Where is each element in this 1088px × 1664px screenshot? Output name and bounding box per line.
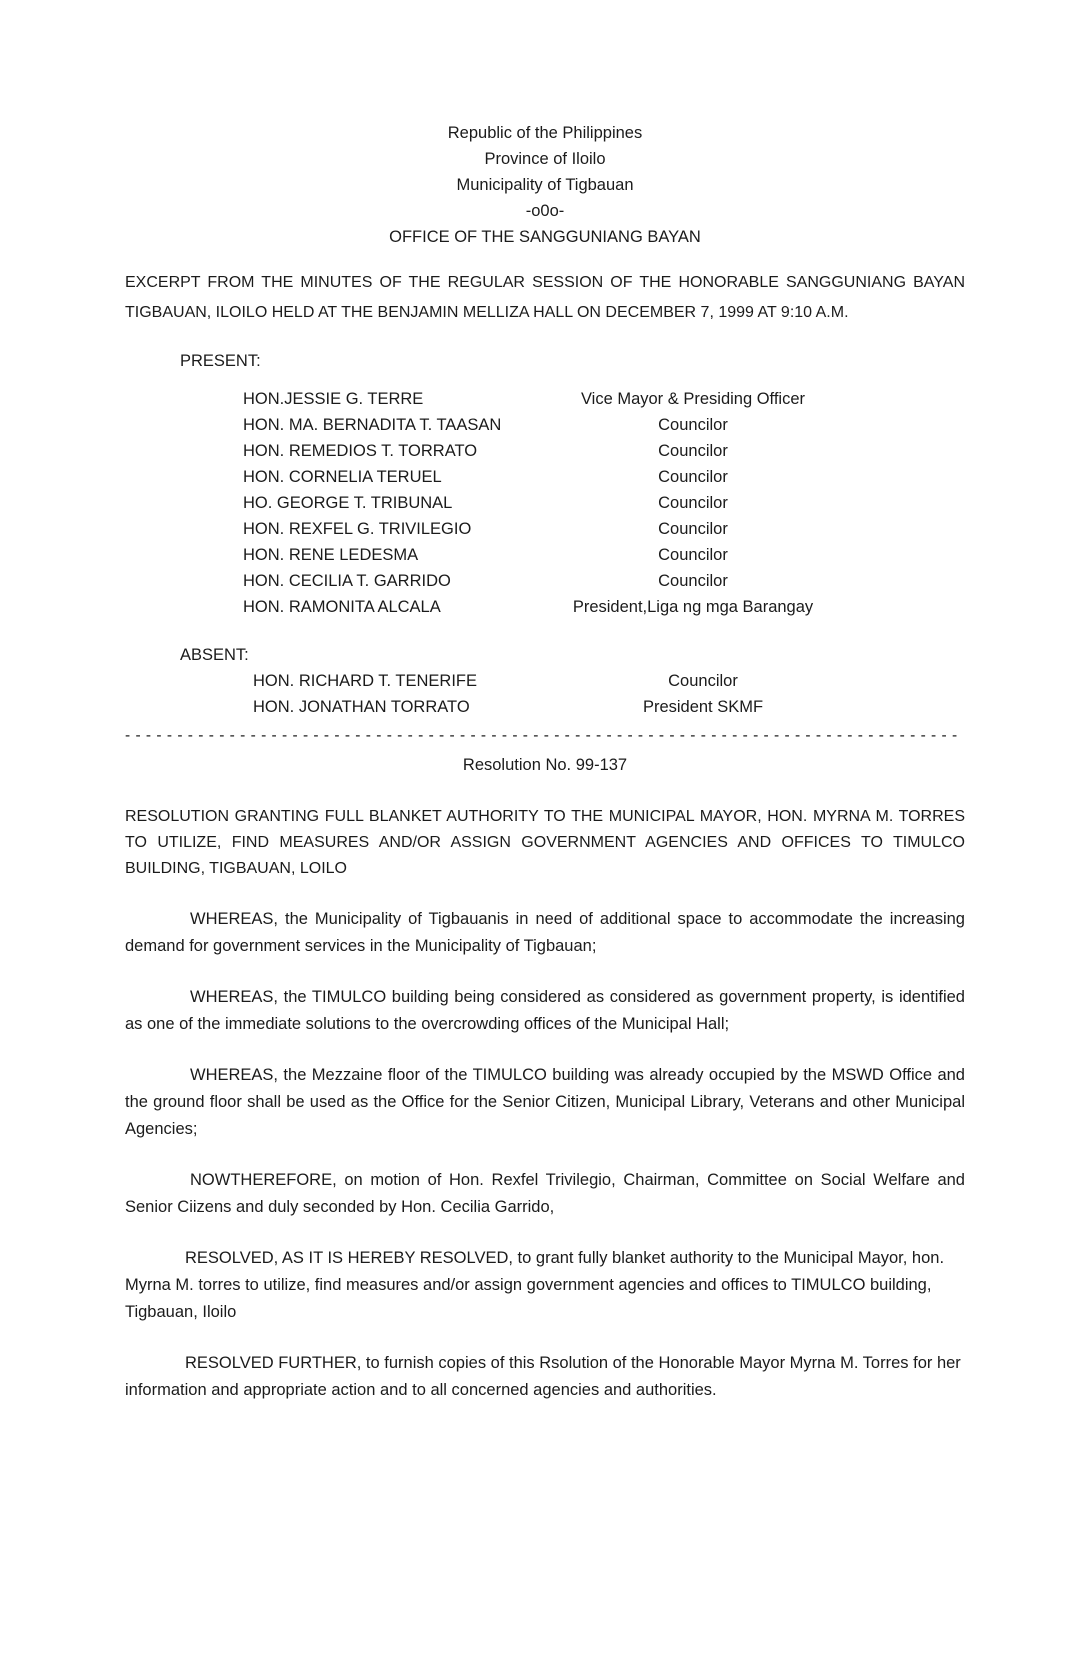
attendee-name: HON. REXFEL G. TRIVILEGIO bbox=[243, 520, 472, 538]
attendee-row bbox=[243, 594, 965, 620]
dashed-separator: - - - - - - - - - - - - - - - - - - - - - - - - - - - - - - - - - - - - - - - - - - - - - - - - - - - - - - - - - - - - - - - - - - - - - - - - - - - - - - - - bbox=[125, 727, 958, 744]
resolution-title: RESOLUTION GRANTING FULL BLANKET AUTHORITY TO THE MUNICIPAL MAYOR, HON. MYRNA M. TORRES TO UTILIZE, FIND MEASURES AND/OR ASSIGN GOVERNMENT AGENCIES AND OFFICES TO TIMULCO BUILDING, TIGBAUAN, LOILO bbox=[125, 808, 965, 877]
header-country: Republic of the Philippines bbox=[447, 124, 643, 142]
attendee-name: HON. RICHARD T. TENERIFE bbox=[253, 672, 477, 690]
clause-whereas-1: WHEREAS, the Municipality of Tigbauanis in need of additional space to accommodate the increasing demand for government services in the Municipality of Tigbauan; bbox=[125, 910, 965, 955]
clause-whereas-2: WHEREAS, the TIMULCO building being considered as considered as government property, is identified as one of the immediate solutions to the overcrowding offices of the Municipal Hall; bbox=[125, 988, 965, 1033]
attendee-title: Councilor bbox=[658, 520, 728, 538]
attendee-name: HON.JESSIE G. TERRE bbox=[243, 390, 424, 408]
attendee-name: HON. CECILIA T. GARRIDO bbox=[243, 572, 451, 590]
attendee-name: HO. GEORGE T. TRIBUNAL bbox=[243, 494, 453, 512]
clause-nowtherefore: NOWTHEREFORE, on motion of Hon. Rexfel Trivilegio, Chairman, Committee on Social Welfare and Senior Ciizens and duly seconded by Hon. Cecilia Garrido, bbox=[125, 1171, 965, 1216]
attendee-row bbox=[243, 490, 965, 516]
attendee-row bbox=[243, 542, 965, 568]
attendee-row bbox=[253, 694, 965, 720]
attendee-row bbox=[253, 668, 965, 694]
header-ornament: -o0o- bbox=[525, 202, 565, 220]
attendee-name: HON. MA. BERNADITA T. TAASAN bbox=[243, 416, 502, 434]
attendee-name: HON. RAMONITA ALCALA bbox=[243, 598, 441, 616]
excerpt-paragraph: EXCERPT FROM THE MINUTES OF THE REGULAR SESSION OF THE HONORABLE SANGGUNIANG BAYAN TIGBAUAN, ILOILO HELD AT THE BENJAMIN MELLIZA HALL ON DECEMBER 7, 1999 AT 9:10 A.M. bbox=[125, 274, 965, 321]
attendee-name: HON. JONATHAN TORRATO bbox=[253, 698, 470, 716]
absent-list bbox=[125, 668, 965, 720]
present-list bbox=[125, 386, 965, 620]
attendee-title: Councilor bbox=[658, 416, 728, 434]
attendee-name: HON. RENE LEDESMA bbox=[243, 546, 419, 564]
attendee-row bbox=[243, 516, 965, 542]
attendee-title: Councilor bbox=[668, 672, 738, 690]
attendee-row bbox=[243, 568, 965, 594]
header-office: OFFICE OF THE SANGGUNIANG BAYAN bbox=[389, 228, 701, 246]
attendee-row bbox=[243, 438, 965, 464]
attendee-row bbox=[243, 386, 965, 412]
clause-whereas-3: WHEREAS, the Mezzaine floor of the TIMULCO building was already occupied by the MSWD Office and the ground floor shall be used as the Office for the Senior Citizen, Municipal Library, Veterans and other Municipal Agencies; bbox=[125, 1066, 965, 1138]
attendee-title: President SKMF bbox=[642, 698, 764, 716]
absent-label: ABSENT: bbox=[180, 646, 249, 664]
header-municipality: Municipality of Tigbauan bbox=[456, 176, 634, 194]
attendee-row bbox=[243, 464, 965, 490]
attendee-title: Councilor bbox=[658, 546, 728, 564]
attendee-title: Councilor bbox=[658, 494, 728, 512]
clause-resolved: RESOLVED, AS IT IS HEREBY RESOLVED, to grant fully blanket authority to the Municipal Mayor, hon. Myrna M. torres to utilize, find measures and/or assign government agencies and offices to TIMULCO building, Tigbauan, Iloilo bbox=[125, 1249, 945, 1321]
attendee-row bbox=[243, 412, 965, 438]
attendee-title: President,Liga ng mga Barangay bbox=[572, 598, 814, 616]
attendee-title: Councilor bbox=[658, 468, 728, 486]
document-header bbox=[125, 120, 965, 250]
attendee-title: Vice Mayor & Presiding Officer bbox=[580, 390, 806, 408]
attendee-title: Councilor bbox=[658, 442, 728, 460]
attendee-name: HON. CORNELIA TERUEL bbox=[243, 468, 442, 486]
present-label: PRESENT: bbox=[180, 352, 261, 370]
attendee-name: HON. REMEDIOS T. TORRATO bbox=[243, 442, 478, 460]
header-province: Province of Iloilo bbox=[484, 150, 606, 168]
resolution-number: Resolution No. 99-137 bbox=[462, 756, 628, 774]
attendee-title: Councilor bbox=[658, 572, 728, 590]
clause-resolved-further: RESOLVED FURTHER, to furnish copies of this Rsolution of the Honorable Mayor Myrna M. Torres for her information and appropriate action and to all concerned agencies and authorities. bbox=[125, 1354, 961, 1399]
